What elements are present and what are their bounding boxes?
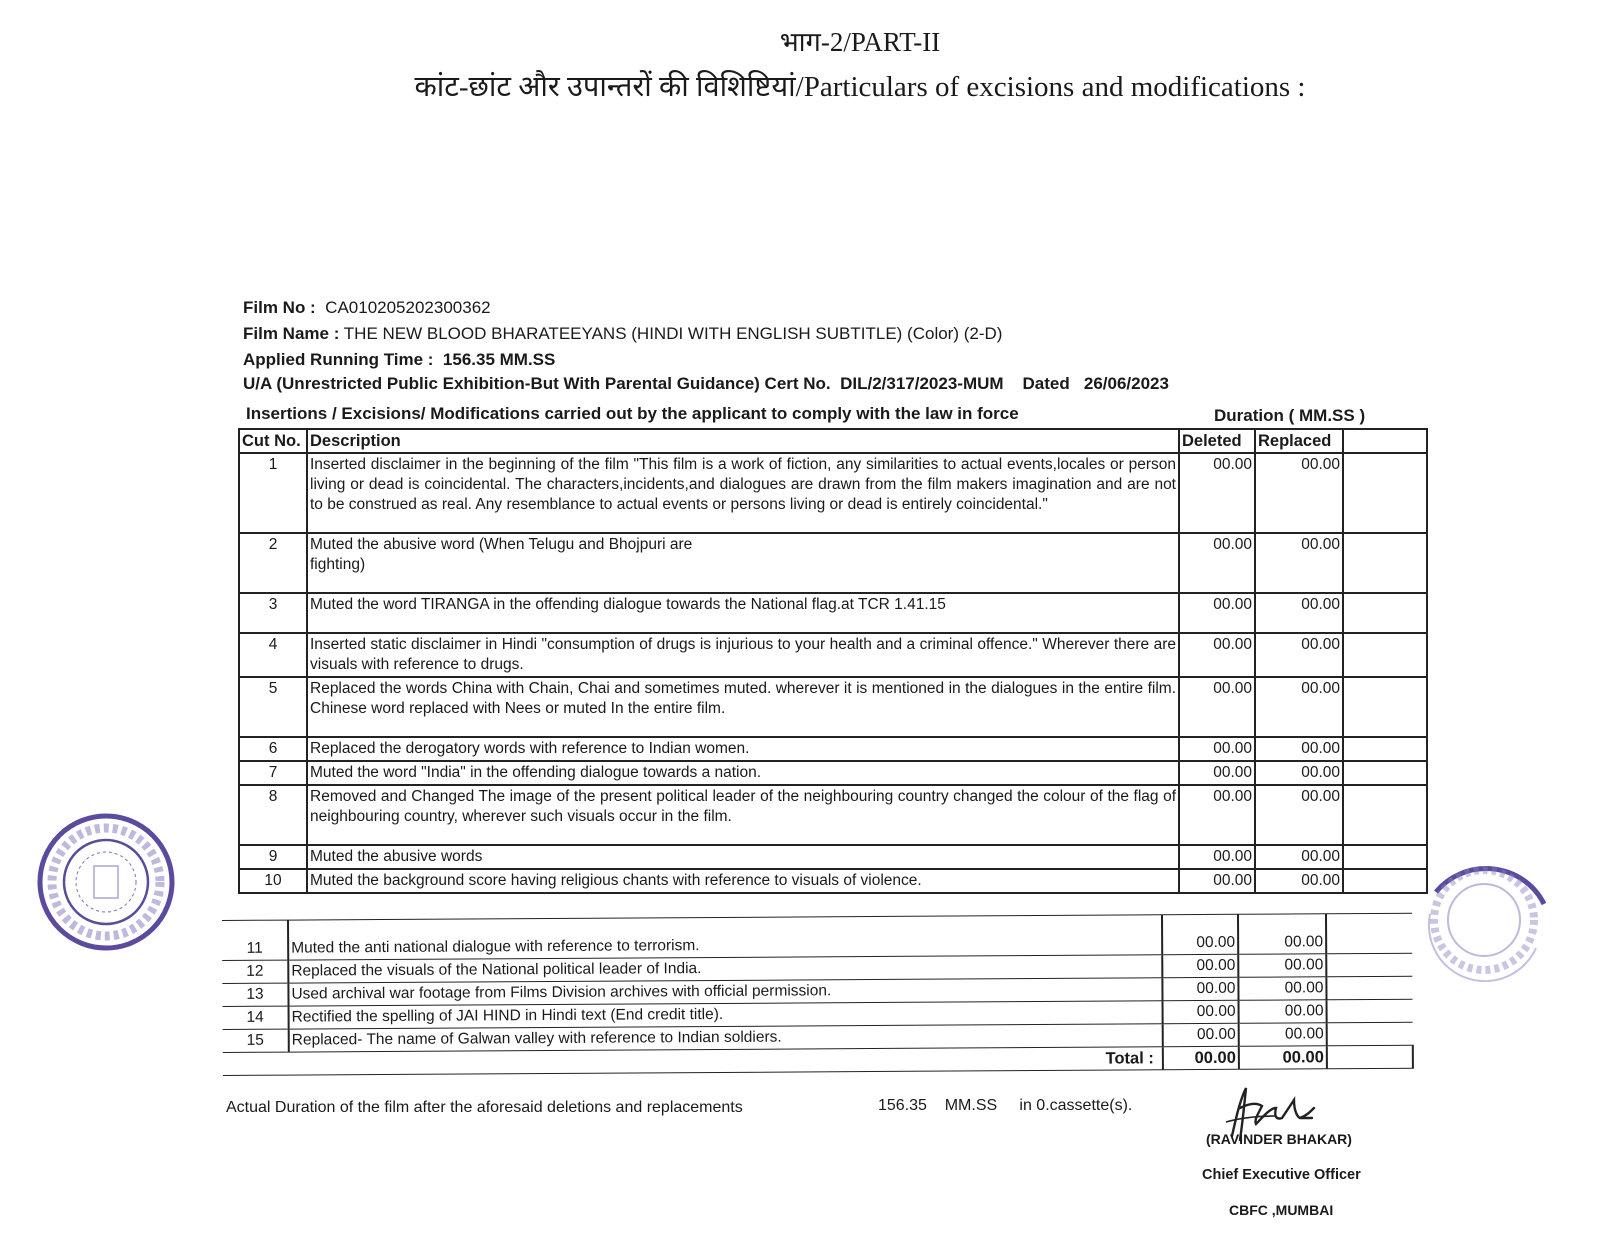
cut-description: Removed and Changed The image of the present political leader of the neighbouring country changed the colour of the flag of neighbouring country, wherever such visuals occur in the film. — [307, 785, 1179, 845]
cut-replaced: 00.00 — [1255, 761, 1343, 785]
cut-description: Replaced the derogatory words with reference to Indian women. — [307, 737, 1179, 761]
document-title: कांट-छांट और उपान्तरों की विशिष्टियां/Particulars of excisions and modifications : — [414, 71, 1306, 103]
cut-description: Replaced- The name of Galwan valley with reference to Indian soldiers. — [289, 1024, 1163, 1052]
cut-blank — [1343, 785, 1427, 845]
actual-duration-value: 156.35 — [878, 1097, 927, 1114]
cut-blank — [1343, 677, 1427, 737]
cut-replaced: 00.00 — [1239, 1000, 1327, 1024]
duration-label: Duration ( MM.SS ) — [1214, 406, 1366, 425]
cut-replaced: 00.00 — [1255, 869, 1343, 893]
cut-description: Muted the word "India" in the offending dialogue towards a nation. — [307, 761, 1179, 785]
cut-no: 10 — [239, 869, 307, 893]
film-name-line — [243, 324, 1002, 344]
cut-blank — [1343, 869, 1427, 893]
film-name-value: THE NEW BLOOD BHARATEEYANS (HINDI WITH ENGLISH SUBTITLE) (Color) (2-D) — [343, 324, 1003, 343]
table-row — [239, 593, 1427, 633]
cut-deleted: 00.00 — [1179, 677, 1255, 737]
section-title: Insertions / Excisions/ Modifications carried out by the applicant to comply with the law in force — [246, 404, 1019, 423]
cut-no: 9 — [239, 845, 307, 869]
header-description: Description — [307, 429, 1179, 453]
total-blank — [1327, 1045, 1413, 1069]
table-row — [239, 453, 1427, 533]
cut-description: Inserted disclaimer in the beginning of the film "This film is a work of fiction, any similarities to actual events,locales or person living or dead is coincidental. The characters,incidents,and dialogues are drawn from the film makers imagination and are not to be construed as real. Any resemblance to actual events or persons living or dead is entirely coincidental." — [307, 453, 1179, 533]
actual-duration-line — [878, 1097, 1132, 1115]
cut-no: 12 — [222, 960, 288, 983]
cut-description: Used archival war footage from Films Division archives with official permission. — [288, 978, 1162, 1006]
cut-replaced: 00.00 — [1255, 677, 1343, 737]
cut-description: Inserted static disclaimer in Hindi "consumption of drugs is injurious to your health and a criminal offence." Wherever there are visuals with reference to drugs. — [307, 633, 1179, 677]
running-time-label: Applied Running Time : — [243, 350, 434, 369]
running-time-line — [243, 350, 555, 370]
cut-deleted: 00.00 — [1179, 633, 1255, 677]
cut-blank — [1326, 976, 1412, 1000]
cut-blank — [1343, 633, 1427, 677]
header-deleted: Deleted — [1179, 429, 1255, 453]
cut-description: Replaced the words China with Chain, Chai and sometimes muted. wherever it is mentioned in the dialogues in the entire film. Chinese word replaced with Nees or muted In the entire film. — [307, 677, 1179, 737]
cut-deleted: 00.00 — [1179, 869, 1255, 893]
cut-deleted: 00.00 — [1179, 737, 1255, 761]
total-replaced: 00.00 — [1239, 1046, 1327, 1070]
cut-blank — [1343, 845, 1427, 869]
cut-blank — [1343, 737, 1427, 761]
cbfc-seal-left-icon — [34, 810, 178, 954]
cut-description-text: Muted the abusive word (When Telugu and Bhojpuri are fighting) — [310, 536, 693, 573]
cut-description: Replaced the visuals of the National political leader of India. — [288, 955, 1162, 983]
cut-no: 13 — [222, 983, 288, 1006]
cut-no: 14 — [223, 1006, 289, 1029]
header-blank — [1343, 429, 1427, 453]
cut-replaced: 00.00 — [1239, 1023, 1327, 1047]
cut-blank — [1343, 593, 1427, 633]
cassette-count: in 0.cassette(s). — [1019, 1097, 1133, 1114]
table-row — [239, 677, 1427, 737]
cut-description — [307, 533, 1179, 593]
dated-label: Dated — [1022, 374, 1070, 393]
cut-deleted: 00.00 — [1179, 533, 1255, 593]
cuts-table-continued — [222, 913, 1414, 1076]
cut-blank — [1343, 533, 1427, 593]
table-header-row — [239, 429, 1427, 453]
cut-blank — [1326, 913, 1412, 954]
cut-deleted: 00.00 — [1163, 1023, 1239, 1046]
total-label: Total : — [223, 1047, 1163, 1076]
cut-deleted: 00.00 — [1179, 845, 1255, 869]
cut-no: 8 — [239, 785, 307, 845]
cut-no: 5 — [239, 677, 307, 737]
cut-blank — [1327, 1022, 1413, 1046]
cut-replaced: 00.00 — [1255, 845, 1343, 869]
actual-duration-unit: MM.SS — [944, 1097, 998, 1114]
cut-replaced: 00.00 — [1255, 593, 1343, 633]
running-time-value: 156.35 MM.SS — [442, 350, 556, 369]
cut-blank — [1326, 953, 1412, 977]
cut-deleted: 00.00 — [1179, 761, 1255, 785]
cut-replaced: 00.00 — [1255, 453, 1343, 533]
cut-replaced: 00.00 — [1238, 914, 1326, 955]
cut-no: 7 — [239, 761, 307, 785]
cut-no: 1 — [239, 453, 307, 533]
cbfc-seal-right-icon — [1416, 852, 1550, 982]
cut-description: Muted the anti national dialogue with reference to terrorism. — [288, 915, 1162, 960]
table-row — [239, 633, 1427, 677]
cut-deleted: 00.00 — [1163, 1000, 1239, 1023]
cut-no: 3 — [239, 593, 307, 633]
cut-deleted: 00.00 — [1179, 785, 1255, 845]
table-row — [239, 533, 1427, 593]
table-row — [239, 761, 1427, 785]
certificate-line — [243, 374, 1169, 394]
part-heading: भाग-2/PART-II — [779, 27, 941, 57]
signatory-org: CBFC ,MUMBAI — [1229, 1202, 1334, 1218]
header-replaced: Replaced — [1255, 429, 1343, 453]
cut-no: 15 — [223, 1029, 289, 1052]
table-row — [239, 845, 1427, 869]
cut-replaced: 00.00 — [1238, 954, 1326, 978]
cut-deleted: 00.00 — [1162, 954, 1238, 977]
film-no-line — [243, 298, 491, 318]
signatory-name: (RAVINDER BHAKAR) — [1206, 1131, 1352, 1147]
table-row — [239, 785, 1427, 845]
dated-value: 26/06/2023 — [1083, 374, 1169, 393]
cut-deleted: 00.00 — [1179, 593, 1255, 633]
total-deleted: 00.00 — [1163, 1046, 1239, 1069]
film-name-label: Film Name : — [243, 324, 340, 343]
cut-description: Muted the abusive words — [307, 845, 1179, 869]
film-no-label: Film No : — [243, 298, 316, 317]
cut-replaced: 00.00 — [1238, 977, 1326, 1001]
cut-deleted: 00.00 — [1179, 453, 1255, 533]
cut-deleted: 00.00 — [1162, 914, 1238, 954]
certificate-text: U/A (Unrestricted Public Exhibition-But With Parental Guidance) Cert No. — [243, 374, 831, 393]
cut-no: 11 — [222, 920, 288, 960]
cut-deleted: 00.00 — [1162, 977, 1238, 1000]
cut-blank — [1327, 999, 1413, 1023]
signatory-title: Chief Executive Officer — [1202, 1167, 1361, 1183]
cut-no: 2 — [239, 533, 307, 593]
cut-replaced: 00.00 — [1255, 633, 1343, 677]
table-row — [239, 737, 1427, 761]
cuts-table — [238, 428, 1428, 894]
cut-blank — [1343, 761, 1427, 785]
cut-description: Muted the background score having religious chants with reference to visuals of violence. — [307, 869, 1179, 893]
certificate-number: DIL/2/317/2023-MUM — [840, 374, 1004, 393]
cut-blank — [1343, 453, 1427, 533]
cut-replaced: 00.00 — [1255, 785, 1343, 845]
header-cut-no: Cut No. — [239, 429, 307, 453]
film-no-value: CA010205202300362 — [325, 298, 491, 317]
cut-no: 4 — [239, 633, 307, 677]
cut-description: Rectified the spelling of JAI HIND in Hindi text (End credit title). — [289, 1001, 1163, 1029]
actual-duration-label: Actual Duration of the film after the aforesaid deletions and replacements — [226, 1099, 743, 1116]
cut-replaced: 00.00 — [1255, 533, 1343, 593]
cut-no: 6 — [239, 737, 307, 761]
cut-description: Muted the word TIRANGA in the offending dialogue towards the National flag.at TCR 1.41.15 — [307, 593, 1179, 633]
table-row — [239, 869, 1427, 893]
cut-replaced: 00.00 — [1255, 737, 1343, 761]
